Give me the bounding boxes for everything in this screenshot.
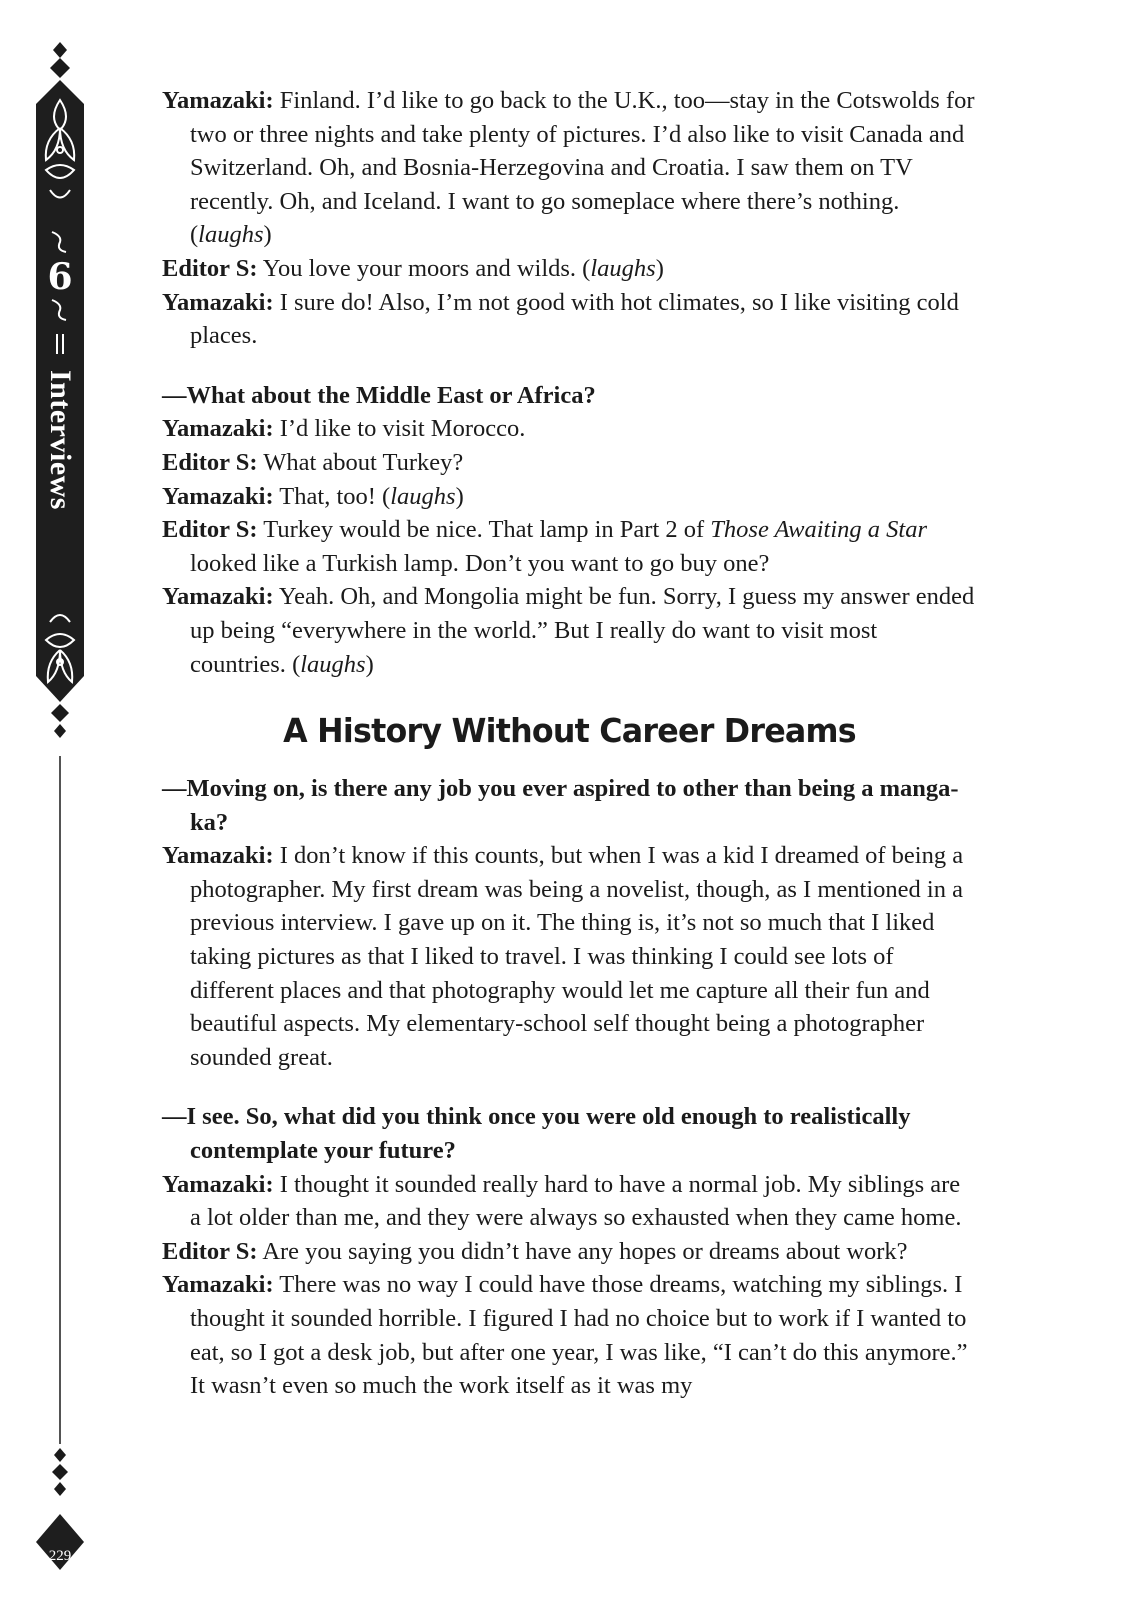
aside-text: laughs bbox=[590, 254, 656, 282]
speaker-name: Editor S: bbox=[162, 516, 258, 544]
speaker-name: Editor S: bbox=[162, 254, 258, 282]
speaker-name: Yamazaki: bbox=[162, 1170, 274, 1198]
interviewer-question: —Moving on, is there any job you ever aspired to other than being a manga-ka? bbox=[162, 775, 959, 836]
dialogue-line bbox=[162, 446, 977, 480]
speaker-name: Yamazaki: bbox=[162, 415, 274, 443]
speaker-name: Yamazaki: bbox=[162, 842, 274, 870]
dialogue-line: Editor S: You love your moors and wilds. (laughs) bbox=[162, 254, 664, 282]
dialogue-line bbox=[162, 286, 977, 353]
dialogue-text: What about Turkey? bbox=[263, 448, 464, 476]
speaker-name: Yamazaki: bbox=[162, 87, 274, 114]
page-number: 229 bbox=[48, 1548, 72, 1564]
aside-text: laughs bbox=[390, 482, 456, 510]
dialogue-text: Yeah. Oh, and Mongolia might be fun. Sorry, I guess my answer ended up being “everywhere in the world.” But I really do want to visit most countries. bbox=[190, 583, 975, 678]
dialogue-text: There was no way I could have those dreams, watching my siblings. I thought it sounded horrible. I figured I had no choice but to work if I wanted to eat, so I got a desk job, but after one year, I was like, “I can’t do this anymore.” It wasn’t even so much the work itself as it was my bbox=[190, 1271, 968, 1400]
dialogue-text: I sure do! Also, I’m not good with hot climates, so I like visiting cold places. bbox=[190, 288, 959, 350]
aside-text: laughs bbox=[300, 650, 366, 678]
sidebar-ornament bbox=[0, 0, 130, 1600]
speaker-name: Yamazaki: bbox=[162, 482, 274, 510]
dialogue-line: Yamazaki: Finland. I’d like to go back to the U.K., too—stay in the Cotswolds for two or three nights and take plenty of pictures. I’d also like to visit Canada and Switzerland. Oh, and Bosnia-Herzegovina and Croatia. I saw them on TV recently. Oh, and Iceland. I want to go someplace where there’s nothing. (laughs) bbox=[162, 87, 975, 249]
chapter-sidebar bbox=[0, 0, 130, 1600]
dialogue-line bbox=[162, 513, 977, 580]
speaker-name: Yamazaki: bbox=[162, 288, 274, 316]
aside-text: laughs bbox=[198, 221, 264, 249]
dialogue-text: looked like a Turkish lamp. Don’t you want to go buy one? bbox=[190, 549, 770, 577]
interview-text bbox=[162, 84, 977, 1403]
dialogue-line bbox=[162, 412, 977, 446]
dialogue-line bbox=[162, 1168, 977, 1235]
speaker-name: Yamazaki: bbox=[162, 1271, 274, 1299]
chapter-number: 6 bbox=[47, 256, 73, 298]
dialogue-line bbox=[162, 1268, 977, 1402]
speaker-name: Editor S: bbox=[162, 448, 258, 476]
speaker-name: Editor S: bbox=[162, 1237, 258, 1265]
dialogue-line bbox=[162, 1235, 977, 1269]
dialogue-text: I don’t know if this counts, but when I was a kid I dreamed of being a photographer. My first dream was being a novelist, though, as I mentioned in a previous interview. I gave up on it. The thing is, it’s not so much that I liked taking pictures as that I liked to travel. I was thinking I could see lots of different places and that photography would let me capture all their fun and beautiful aspects. My elementary-school self thought being a photographer sounded great. bbox=[190, 842, 964, 1071]
dialogue-line bbox=[162, 839, 977, 1074]
dialogue-line: Yamazaki: Yeah. Oh, and Mongolia might be fun. Sorry, I guess my answer ended up being “everywhere in the world.” But I really do want to visit most countries. (laughs) bbox=[162, 583, 975, 678]
dialogue-text: Turkey would be nice. That lamp in Part 2 of bbox=[263, 516, 705, 544]
interviewer-question: —I see. So, what did you think once you were old enough to realistically contemplate your future? bbox=[162, 1103, 911, 1165]
dialogue-text: I thought it sounded really hard to have a normal job. My siblings are a lot older than me, and they were always so exhausted when they came home. bbox=[190, 1170, 962, 1232]
dialogue-text: I’d like to visit Morocco. bbox=[279, 415, 526, 443]
dialogue-line: Yamazaki: That, too! (laughs) bbox=[162, 482, 464, 510]
dialogue-text: Are you saying you didn’t have any hopes or dreams about work? bbox=[262, 1237, 908, 1265]
dialogue-text: That, too! bbox=[279, 482, 376, 510]
dialogue-text: Finland. I’d like to go back to the U.K., too—stay in the Cotswolds for two or three nights and take plenty of pictures. I’d also like to visit Canada and Switzerland. Oh, and Bosnia-Herzegovina and Croatia. I saw them on TV recently. Oh, and Iceland. I want to go someplace where there’s nothing. bbox=[190, 87, 975, 215]
book-title: Those Awaiting a Star bbox=[710, 516, 927, 544]
interviewer-question: —What about the Middle East or Africa? bbox=[162, 381, 596, 409]
dialogue-text: You love your moors and wilds. bbox=[262, 254, 577, 282]
section-heading: A History Without Career Dreams bbox=[283, 711, 856, 751]
section-label: Interviews bbox=[44, 370, 77, 510]
speaker-name: Yamazaki: bbox=[162, 583, 274, 611]
